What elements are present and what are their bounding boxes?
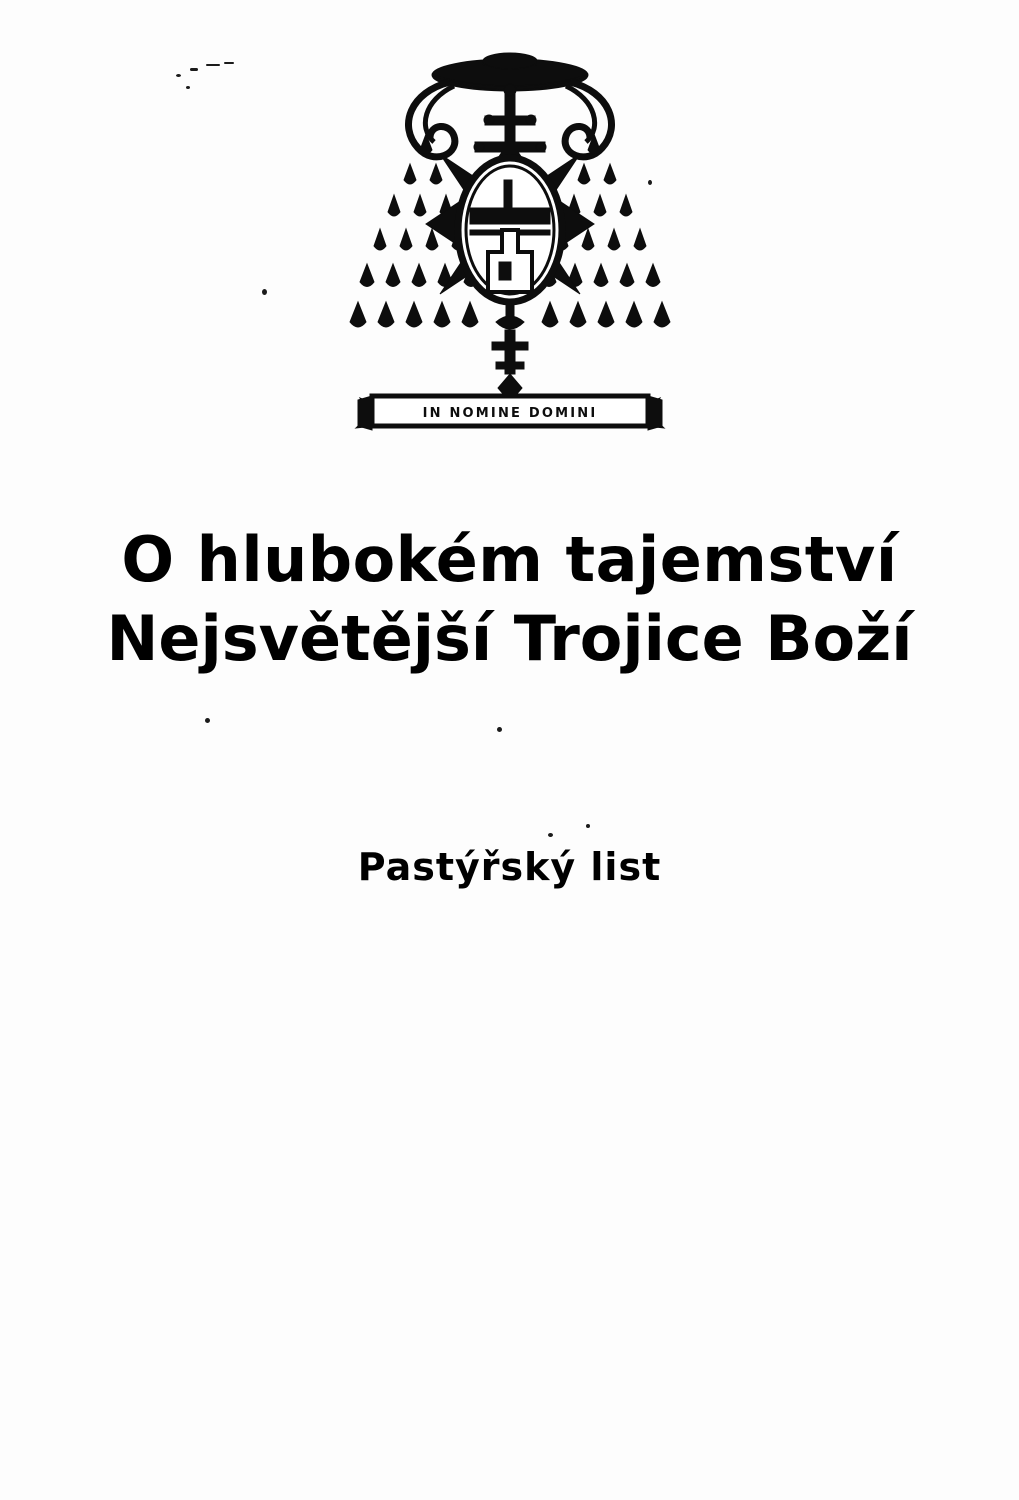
svg-text:IN NOMINE DOMINI: IN NOMINE DOMINI [422,406,597,421]
scan-speck [205,718,210,723]
page-title [0,520,1019,679]
bishop-coat-of-arms-icon [300,30,720,450]
coat-of-arms-container [0,30,1019,450]
scan-speck [586,824,590,828]
scan-speck [497,727,502,732]
title-line-1: O hlubokém tajemství [121,523,898,596]
scan-speck [548,833,553,837]
pectoral-pendant [492,302,528,402]
title-line-2: Nejsvětější Trojice Boží [106,602,913,676]
document-subtitle: Pastýřský list [357,845,662,889]
